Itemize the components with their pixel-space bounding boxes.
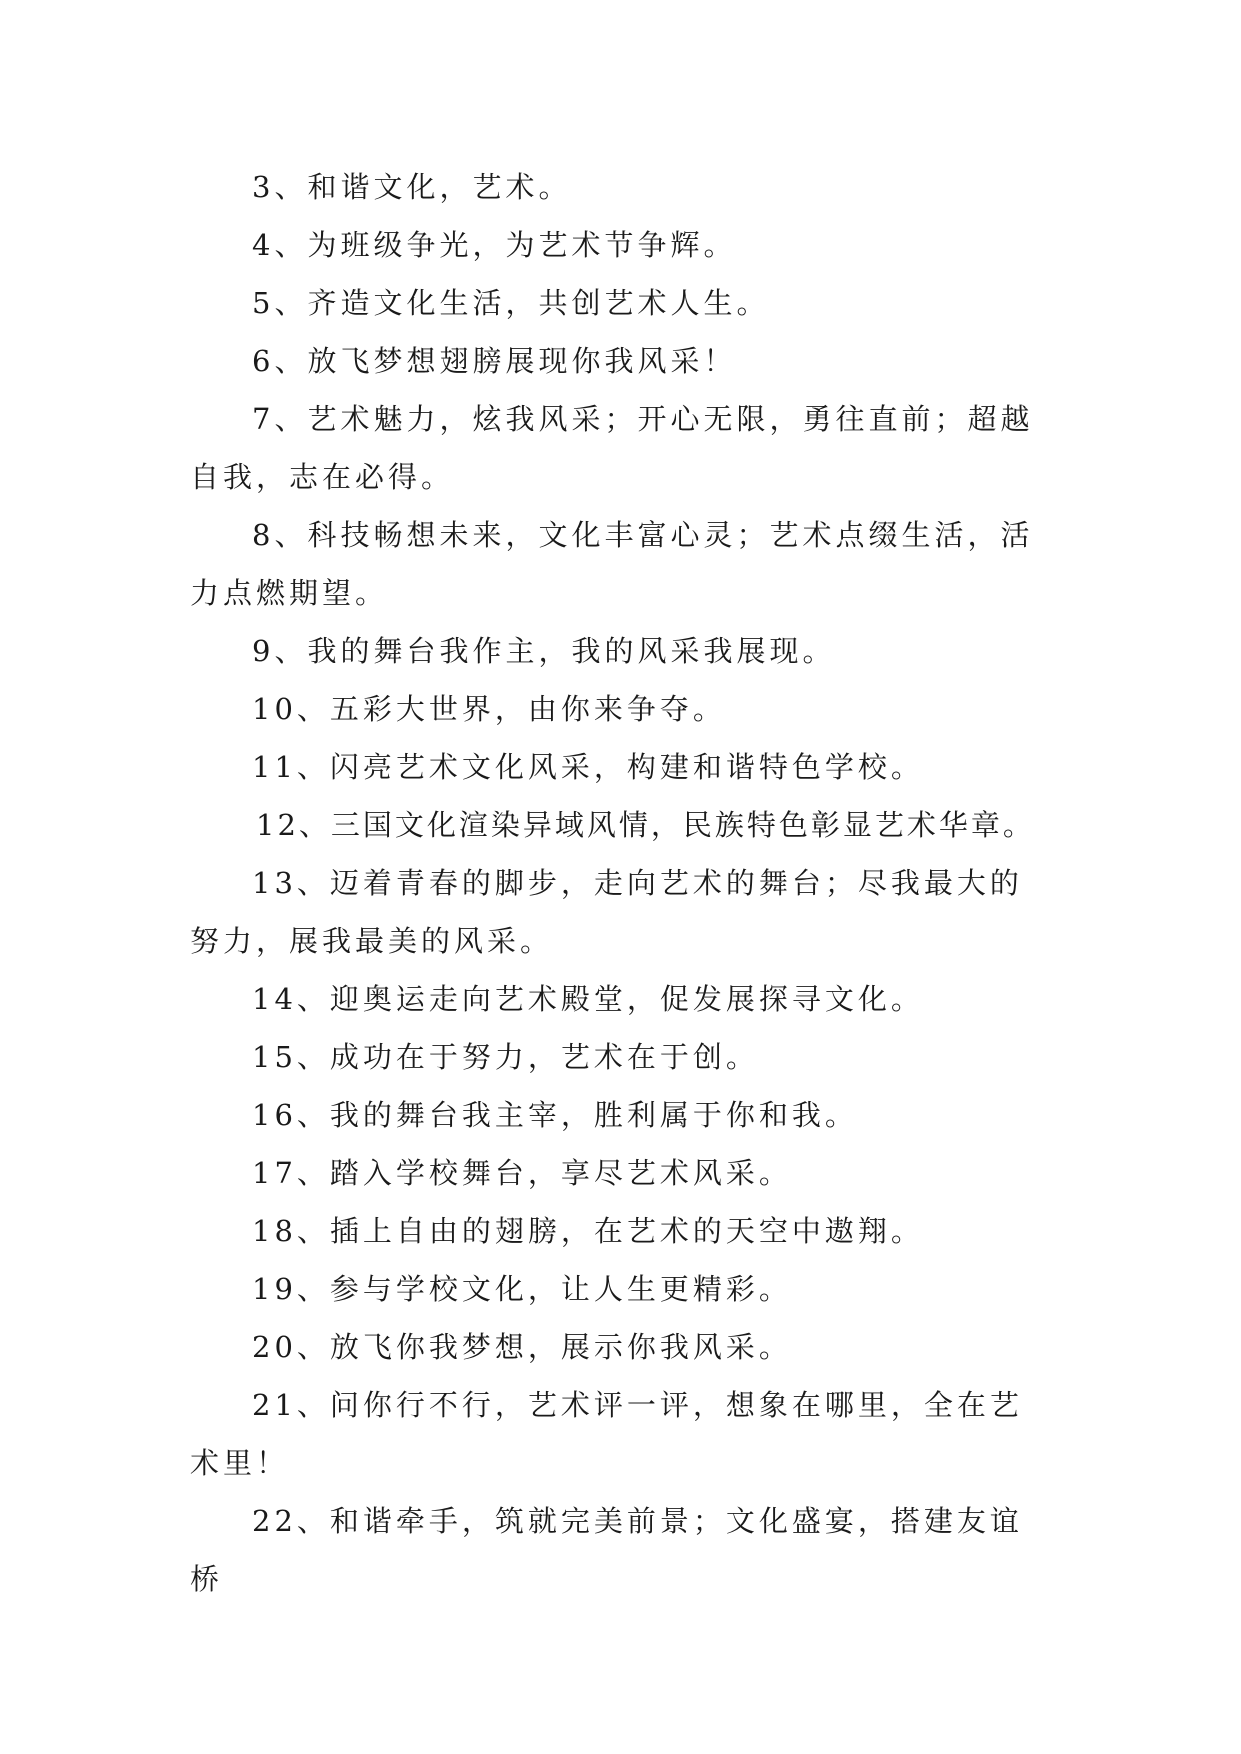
paragraph-21: 21、问你行不行，艺术评一评，想象在哪里，全在艺术里！ <box>190 1388 1023 1480</box>
paragraph-18: 18、插上自由的翅膀，在艺术的天空中遨翔。 <box>252 1214 924 1248</box>
paragraph-19: 19、参与学校文化，让人生更精彩。 <box>252 1272 792 1306</box>
paragraph-14: 14、迎奥运走向艺术殿堂，促发展探寻文化。 <box>252 982 924 1016</box>
paragraph-12: 12、三国文化渲染异域风情，民族特色彰显艺术华章。 <box>256 808 1035 842</box>
paragraph-22: 22、和谐牵手，筑就完美前景；文化盛宴，搭建友谊桥 <box>190 1504 1023 1596</box>
paragraph-5: 5、齐造文化生活，共创艺术人生。 <box>252 286 770 320</box>
paragraph-9: 9、我的舞台我作主，我的风采我展现。 <box>252 634 836 668</box>
paragraph-15: 15、成功在于努力，艺术在于创。 <box>252 1040 759 1074</box>
document-body <box>190 158 1050 1608</box>
paragraph-17: 17、踏入学校舞台，享尽艺术风采。 <box>252 1156 792 1190</box>
paragraph-4: 4、为班级争光，为艺术节争辉。 <box>252 228 737 262</box>
paragraph-16: 16、我的舞台我主宰，胜利属于你和我。 <box>252 1098 858 1132</box>
paragraph-20: 20、放飞你我梦想，展示你我风采。 <box>252 1330 792 1364</box>
paragraph-8: 8、科技畅想未来，文化丰富心灵；艺术点缀生活，活力点燃期望。 <box>190 518 1034 610</box>
paragraph-11: 11、闪亮艺术文化风采，构建和谐特色学校。 <box>252 750 924 784</box>
paragraph-6: 6、放飞梦想翅膀展现你我风采！ <box>252 344 737 378</box>
paragraph-10: 10、五彩大世界，由你来争夺。 <box>252 692 726 726</box>
paragraph-3: 3、和谐文化，艺术。 <box>252 170 572 204</box>
paragraph-13: 13、迈着青春的脚步，走向艺术的舞台；尽我最大的努力，展我最美的风采。 <box>190 866 1023 958</box>
paragraph-7: 7、艺术魅力，炫我风采；开心无限，勇往直前；超越自我，志在必得。 <box>190 402 1034 494</box>
